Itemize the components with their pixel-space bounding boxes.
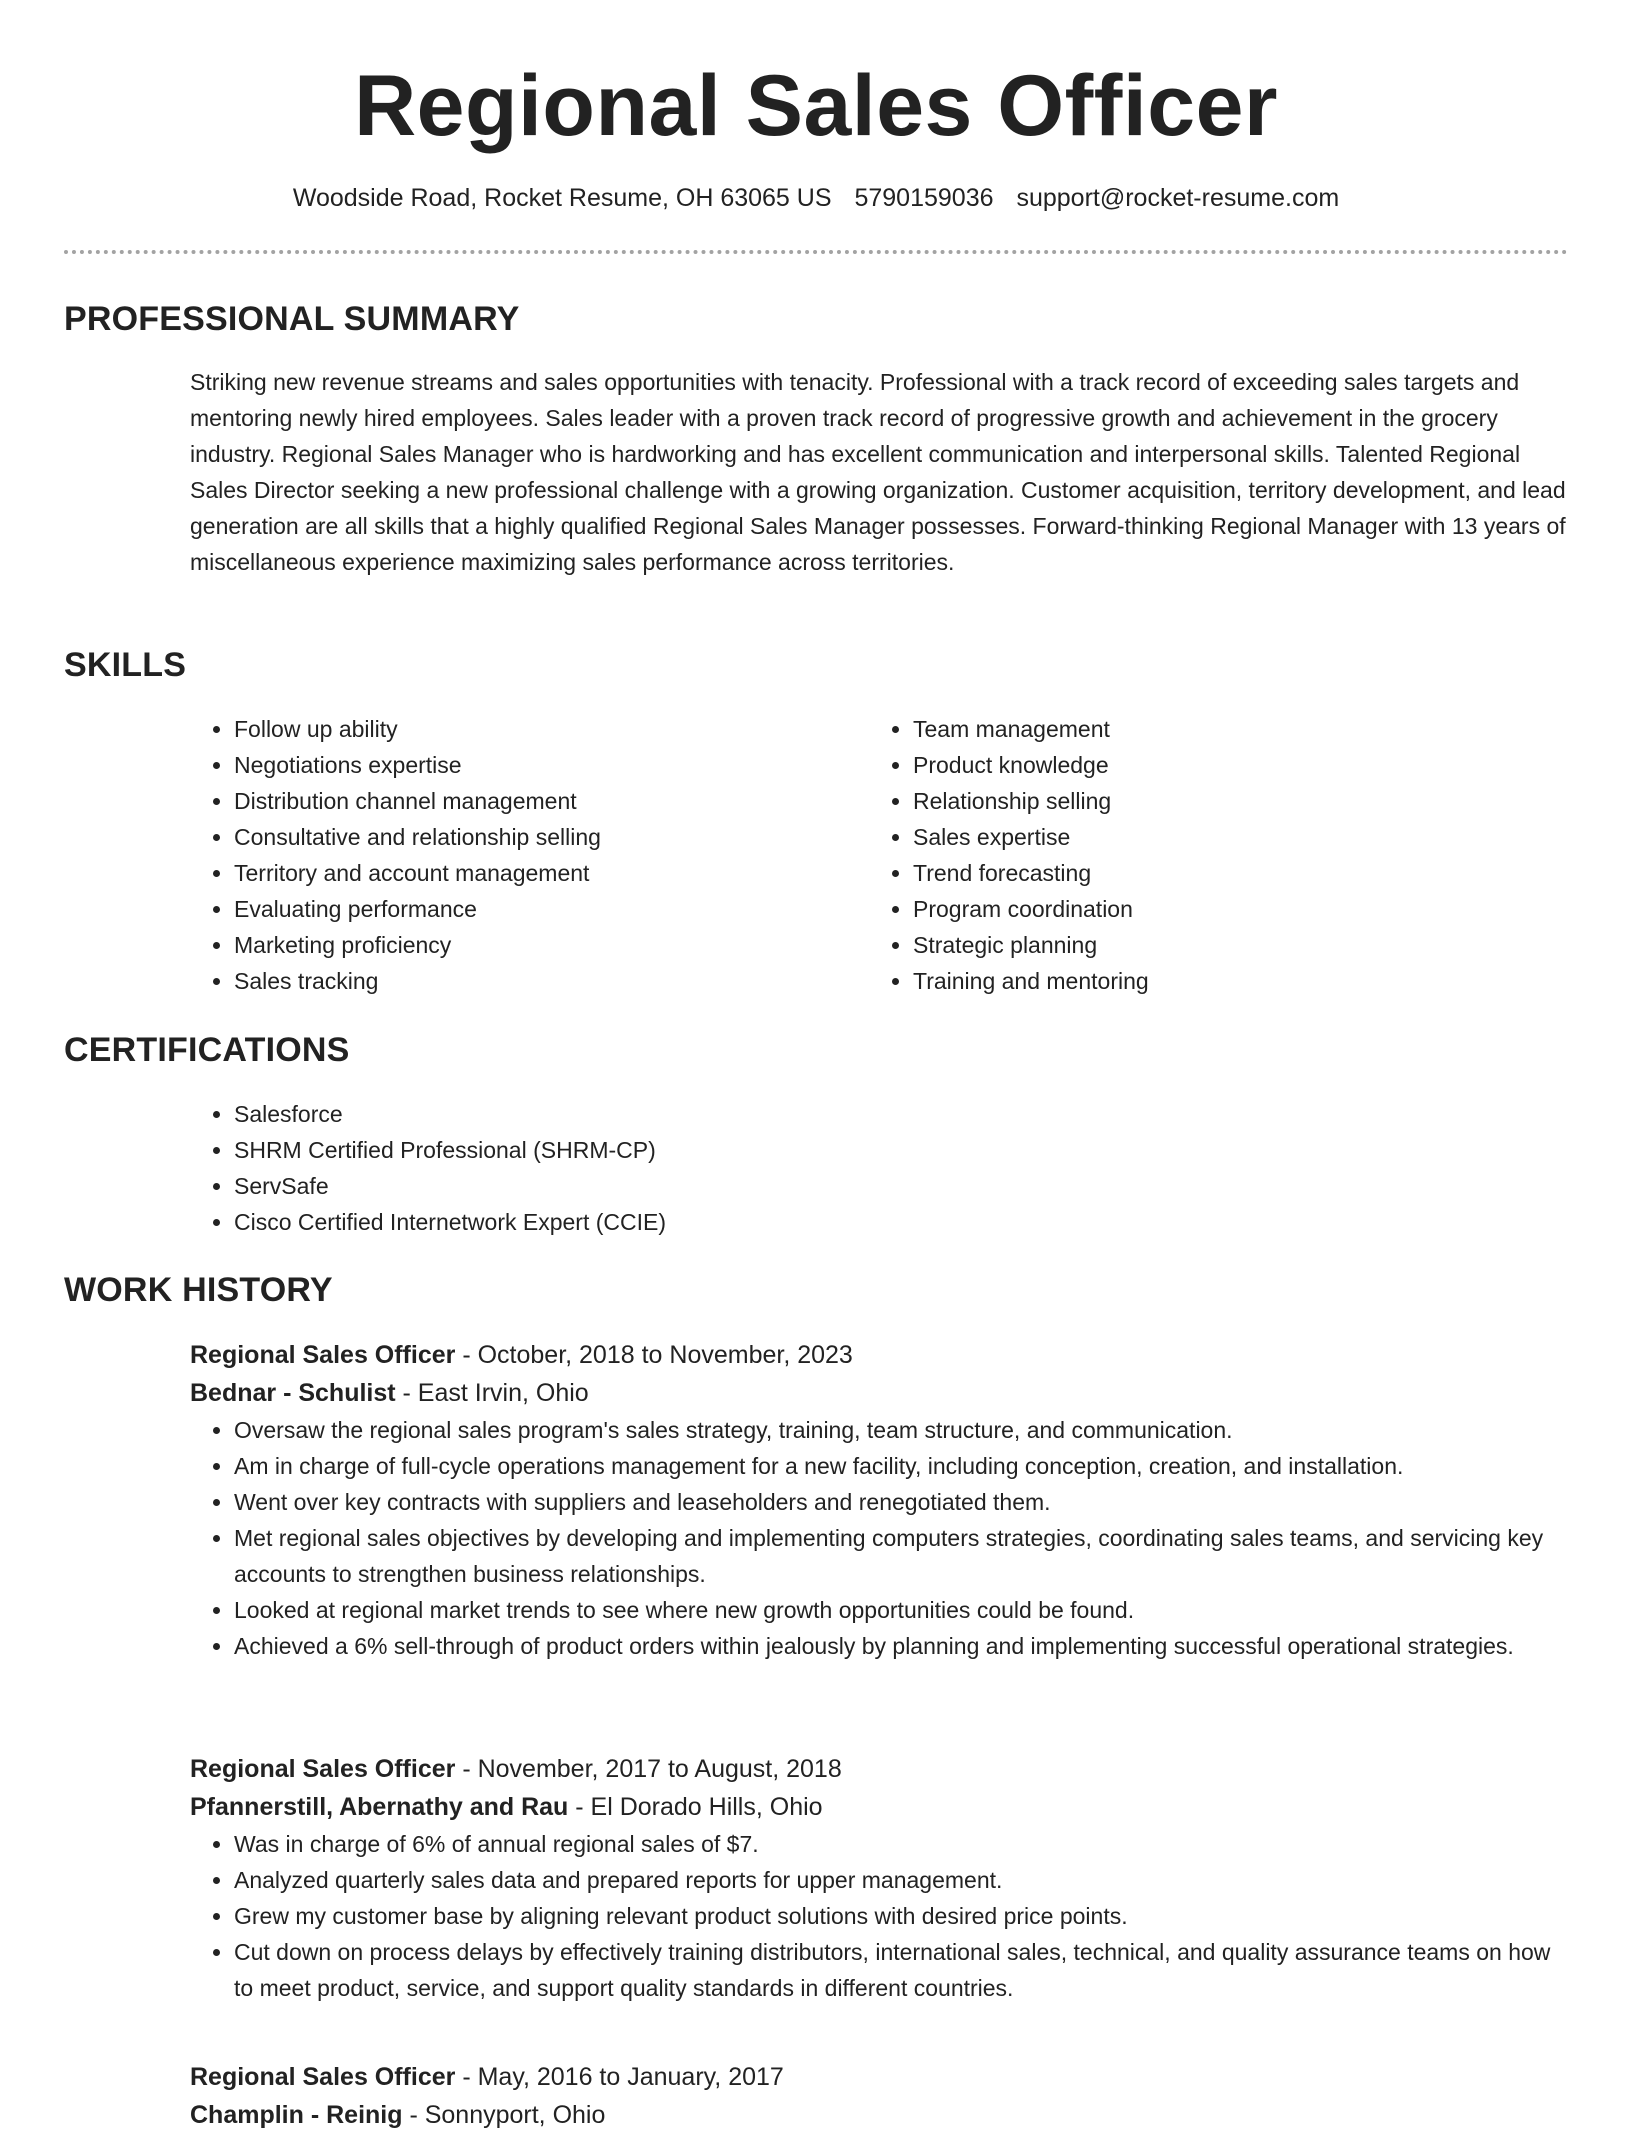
job-title: Regional Sales Officer (190, 1755, 456, 1783)
skill-item: • Negotiations expertise (234, 747, 870, 783)
job-entry (190, 1750, 1570, 2006)
job-dates: - May, 2016 to January, 2017 (455, 2063, 784, 2091)
job-employer-line (190, 1374, 1570, 1412)
job-employer: Champlin - Reinig (190, 2101, 403, 2129)
work-history-heading: WORK HISTORY (64, 1271, 333, 1309)
skills-right-column (869, 711, 1549, 999)
job-dates: - October, 2018 to November, 2023 (455, 1341, 853, 1369)
job-bullet: • Oversaw the regional sales program's sales strategy, training, team structure, and communication. (234, 1412, 1570, 1448)
candidate-name: Regional Sales Officer (354, 58, 1278, 154)
job-employer: Pfannerstill, Abernathy and Rau (190, 1793, 569, 1821)
job-bullet: • Went over key contracts with suppliers and leaseholders and renegotiated them. (234, 1484, 1570, 1520)
certifications-list (190, 1096, 1570, 1240)
job-location: - Sonnyport, Ohio (402, 2101, 606, 2129)
job-bullet: • Analyzed quarterly sales data and prepared reports for upper management. (234, 1862, 1570, 1898)
certification-item: • ServSafe (234, 1168, 1570, 1204)
job-bullet: • Met regional sales objectives by developing and implementing computers strategies, coordinating sales teams, and servicing key accounts to strengthen business relationships. (234, 1520, 1570, 1592)
job-bullet: • Looked at regional market trends to see where new growth opportunities could be found. (234, 1592, 1570, 1628)
job-title-line (190, 2058, 1570, 2096)
certification-item: • Cisco Certified Internetwork Expert (CCIE) (234, 1204, 1570, 1240)
skill-item: • Sales expertise (913, 819, 1549, 855)
skills-right-list (869, 711, 1549, 999)
job-location: - East Irvin, Ohio (395, 1379, 589, 1407)
summary-text: Striking new revenue streams and sales opportunities with tenacity. Professional with a track record of exceeding sales targets and mentoring newly hired employees. Sales leader with a proven track record of progressive growth and achievement in the grocery industry. Regional Sales Manager who is hardworking and has excellent communication and interpersonal skills. Talented Regional Sales Director seeking a new professional challenge with a growing organization. Customer acquisition, territory development, and lead generation are all skills that a highly qualified Regional Sales Manager possesses. Forward-thinking Regional Manager with 13 years of miscellaneous experience maximizing sales performance across territories. (190, 369, 1566, 575)
job-location: - El Dorado Hills, Ohio (568, 1793, 823, 1821)
job-employer-line (190, 2096, 1570, 2134)
skill-item: • Team management (913, 711, 1549, 747)
job-title: Regional Sales Officer (190, 1341, 456, 1369)
job-employer-line (190, 1788, 1570, 1826)
skill-item: • Distribution channel management (234, 783, 870, 819)
skill-item: • Marketing proficiency (234, 927, 870, 963)
skill-item: • Training and mentoring (913, 963, 1549, 999)
skills-left-column (190, 711, 870, 999)
certification-item: • Salesforce (234, 1096, 1570, 1132)
skill-item: • Product knowledge (913, 747, 1549, 783)
contact-line (64, 180, 1568, 216)
skills-section (190, 711, 1570, 1011)
skill-item: • Consultative and relationship selling (234, 819, 870, 855)
skill-item: • Sales tracking (234, 963, 870, 999)
contact-email: support@rocket-resume.com (1016, 184, 1340, 212)
job-entry (190, 1336, 1570, 1664)
contact-phone: 5790159036 (854, 184, 994, 212)
skills-heading: SKILLS (64, 646, 187, 684)
skill-item: • Evaluating performance (234, 891, 870, 927)
job-title-line (190, 1336, 1570, 1374)
job-bullet: • Grew my customer base by aligning relevant product solutions with desired price points. (234, 1898, 1570, 1934)
job-title-line (190, 1750, 1570, 1788)
contact-address: Woodside Road, Rocket Resume, OH 63065 US (292, 184, 832, 212)
certification-item: • SHRM Certified Professional (SHRM-CP) (234, 1132, 1570, 1168)
job-bullet: • Cut down on process delays by effectively training distributors, international sales, technical, and quality assurance teams on how to meet product, service, and support quality standards in different countries. (234, 1934, 1570, 2006)
certifications-section (190, 1096, 1570, 1240)
job-bullet: • Achieved a 6% sell-through of product orders within jealously by planning and implementing successful operational strategies. (234, 1628, 1570, 1664)
job-title: Regional Sales Officer (190, 2063, 456, 2091)
skill-item: • Follow up ability (234, 711, 870, 747)
skill-item: • Strategic planning (913, 927, 1549, 963)
job-entry (190, 2058, 1570, 2134)
skill-item: • Trend forecasting (913, 855, 1549, 891)
header-divider (64, 250, 1568, 254)
job-bullet-list (190, 1412, 1570, 1664)
summary-heading: PROFESSIONAL SUMMARY (64, 300, 520, 338)
summary-section (190, 364, 1570, 580)
skill-item: • Program coordination (913, 891, 1549, 927)
skills-left-list (190, 711, 870, 999)
job-bullet: • Am in charge of full-cycle operations management for a new facility, including conception, creation, and installation. (234, 1448, 1570, 1484)
skill-item: • Territory and account management (234, 855, 870, 891)
skill-item: • Relationship selling (913, 783, 1549, 819)
job-dates: - November, 2017 to August, 2018 (455, 1755, 842, 1783)
job-employer: Bednar - Schulist (190, 1379, 396, 1407)
job-bullet-list (190, 1826, 1570, 2006)
certifications-heading: CERTIFICATIONS (64, 1031, 350, 1069)
job-bullet: • Was in charge of 6% of annual regional sales of $7. (234, 1826, 1570, 1862)
